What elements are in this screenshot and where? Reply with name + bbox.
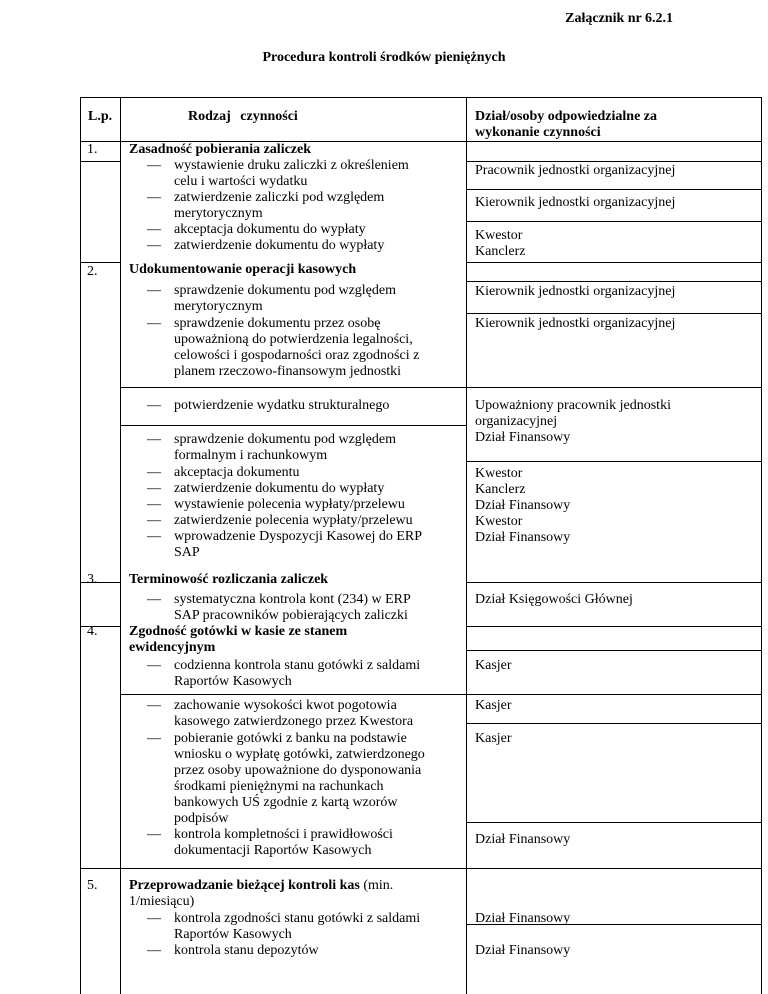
bullet-dash: — [147,529,161,544]
row-number: 2. [87,264,98,279]
bullet-dash: — [147,698,161,713]
responsible-text: Dział Finansowy [475,943,571,958]
activity-text: codzienna kontrola stanu gotówki z saldami [174,658,421,673]
column-header-lp: L.p. [88,109,113,124]
bullet-dash: — [147,238,161,253]
responsible-text: Kanclerz [475,482,526,497]
bullet-dash: — [147,911,161,926]
activity-text: wystawienie polecenia wypłaty/przelewu [174,497,405,512]
section-heading-continuation: 1/miesiącu) [129,894,195,909]
row-number: 1. [87,142,98,157]
annex-number: Załącznik nr 6.2.1 [565,11,673,26]
section-heading-suffix: (min. [359,878,394,893]
responsible-text: Dział Finansowy [475,498,571,513]
responsible-text: Kanclerz [475,244,526,259]
column-header-responsible-line2: wykonanie czynności [475,125,601,140]
activity-text: wprowadzenie Dyspozycji Kasowej do ERP [174,529,423,544]
section-heading: ewidencyjnym [129,640,216,655]
section-heading: Udokumentowanie operacji kasowych [129,262,357,277]
responsible-text: Dział Finansowy [475,530,571,545]
responsible-text: Dział Finansowy [475,911,571,926]
activity-text: SAP pracowników pobierających zaliczki [174,608,408,623]
bullet-dash: — [147,465,161,480]
column-header-responsible-line1: Dział/osoby odpowiedzialne za [475,109,658,124]
activity-text: pobieranie gotówki z banku na podstawie [174,731,407,746]
activity-text: zachowanie wysokości kwot pogotowia [174,698,397,713]
activity-text: systematyczna kontrola kont (234) w ERP [174,592,411,607]
activity-text: zatwierdzenie dokumentu do wypłaty [174,481,385,496]
section-heading: Zgodność gotówki w kasie ze stanem [129,624,348,639]
bullet-dash: — [147,731,161,746]
activity-text: wniosku o wypłatę gotówki, zatwierdzonego [174,747,425,762]
activity-text: Raportów Kasowych [174,927,292,942]
activity-text: potwierdzenie wydatku strukturalnego [174,398,390,413]
responsible-text: Dział Finansowy [475,832,571,847]
responsible-text: Kierownik jednostki organizacyjnej [475,284,676,299]
responsible-text: Kasjer [475,698,512,713]
bullet-dash: — [147,398,161,413]
responsible-text: Kwestor [475,466,523,481]
activity-text: merytorycznym [174,299,263,314]
bullet-dash: — [147,497,161,512]
activity-text: zatwierdzenie polecenia wypłaty/przelewu [174,513,413,528]
bullet-dash: — [147,190,161,205]
activity-text: celu i wartości wydatku [174,174,308,189]
activity-text: akceptacja dokumentu [174,465,300,480]
responsible-text: Dział Finansowy [475,430,571,445]
bullet-dash: — [147,592,161,607]
activity-text: kasowego zatwierdzonego przez Kwestora [174,714,414,729]
responsible-text: Kasjer [475,731,512,746]
responsible-text: Kierownik jednostki organizacyjnej [475,195,676,210]
bullet-dash: — [147,658,161,673]
responsible-text: Dział Księgowości Głównej [475,592,633,607]
activity-text: formalnym i rachunkowym [174,448,328,463]
responsible-text: Kierownik jednostki organizacyjnej [475,316,676,331]
bullet-dash: — [147,513,161,528]
responsible-text: Kasjer [475,658,512,673]
activity-text: kontrola kompletności i prawidłowości [174,827,393,842]
activity-text: kontrola stanu depozytów [174,943,319,958]
document-title: Procedura kontroli środków pieniężnych [262,50,506,65]
activity-text: merytorycznym [174,206,263,221]
activity-text: planem rzeczowo-finansowym jednostki [174,364,402,379]
responsible-text: Kwestor [475,228,523,243]
section-heading: Zasadność pobierania zaliczek [129,142,312,157]
row-number: 5. [87,878,98,893]
bullet-dash: — [147,943,161,958]
bullet-dash: — [147,432,161,447]
activity-text: środkami pieniężnymi na rachunkach [174,779,384,794]
activity-text: kontrola zgodności stanu gotówki z saldami [174,911,421,926]
activity-text: wystawienie druku zaliczki z określeniem [174,158,409,173]
activity-text: przez osoby upoważnione do dysponowania [174,763,422,778]
responsible-text: Upoważniony pracownik jednostki [475,398,671,413]
section-heading-bold: Przeprowadzanie bieżącej kontroli kas [129,878,360,893]
responsible-text: organizacyjnej [475,414,558,429]
row-number: 3. [87,572,98,587]
bullet-dash: — [147,283,161,298]
activity-text: sprawdzenie dokumentu przez osobę [174,316,381,331]
section-heading: Terminowość rozliczania zaliczek [129,572,329,587]
responsible-text: Pracownik jednostki organizacyjnej [475,163,676,178]
activity-text: dokumentacji Raportów Kasowych [174,843,372,858]
row-number: 4. [87,624,98,639]
bullet-dash: — [147,481,161,496]
section-heading [129,878,393,894]
responsible-text: Kwestor [475,514,523,529]
bullet-dash: — [147,222,161,237]
activity-text: zatwierdzenie zaliczki pod względem [174,190,385,205]
activity-text: zatwierdzenie dokumentu do wypłaty [174,238,385,253]
activity-text: sprawdzenie dokumentu pod względem [174,283,396,298]
activity-text: bankowych UŚ zgodnie z kartą wzorów [174,795,398,810]
activity-text: celowości i gospodarności oraz zgodności z [174,348,420,363]
column-header-activity: Rodzaj czynności [188,109,298,124]
activity-text: podpisów [174,811,229,826]
bullet-dash: — [147,158,161,173]
activity-text: akceptacja dokumentu do wypłaty [174,222,366,237]
activity-text: Raportów Kasowych [174,674,292,689]
bullet-dash: — [147,316,161,331]
activity-text: upoważnioną do potwierdzenia legalności, [174,332,413,347]
bullet-dash: — [147,827,161,842]
activity-text: SAP [174,545,200,560]
activity-text: sprawdzenie dokumentu pod względem [174,432,396,447]
